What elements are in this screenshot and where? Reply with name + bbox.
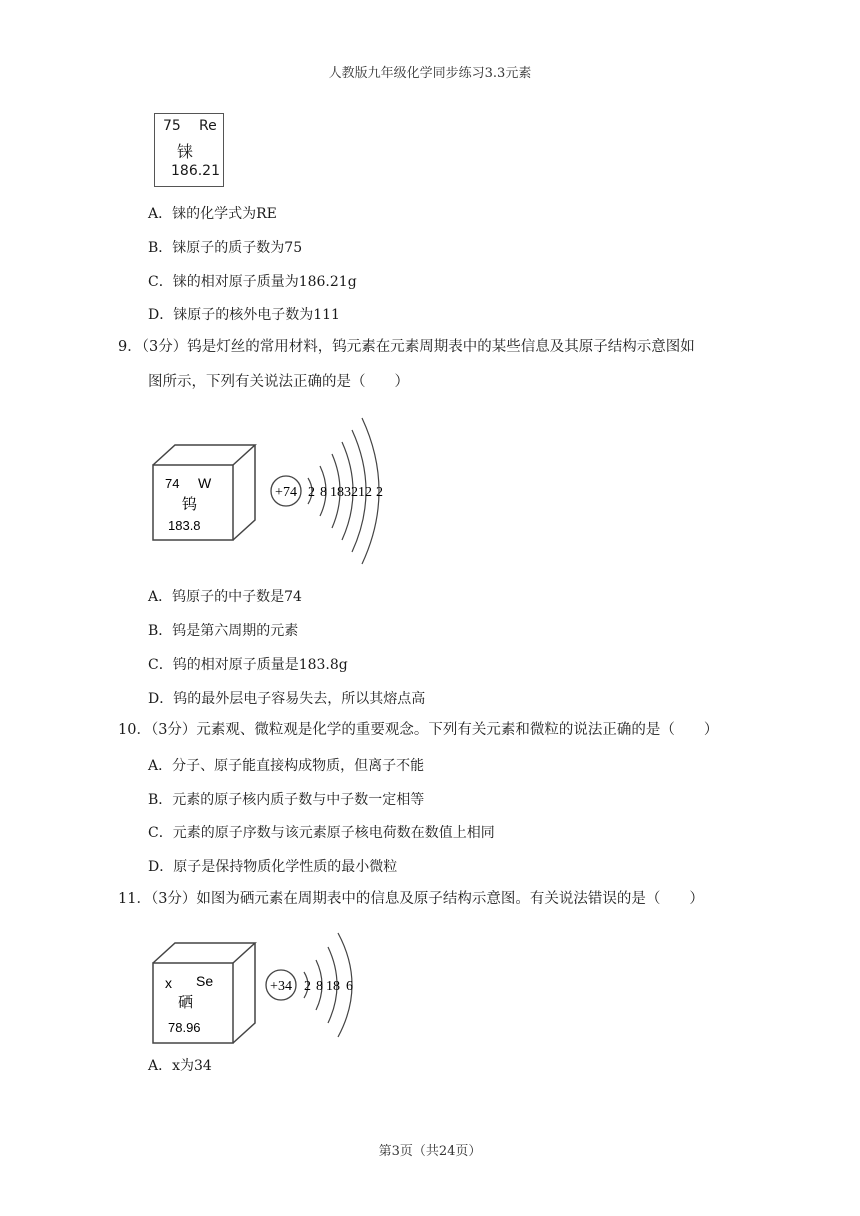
element-name: 钨 <box>182 495 198 513</box>
nucleus-charge: +34 <box>270 979 292 994</box>
q8-option-d: D．铼原子的核外电子数为111 <box>148 307 340 323</box>
tungsten-figure <box>140 408 400 570</box>
shell-4-count: 32 <box>344 485 358 500</box>
element-symbol: Re <box>199 118 217 134</box>
shell-1-count: 2 <box>304 979 311 994</box>
atomic-number: x <box>165 975 172 991</box>
q8-option-c: C．铼的相对原子质量为186.21g <box>148 274 357 290</box>
atomic-mass: 78.96 <box>168 1020 201 1035</box>
rhenium-element-cell <box>154 113 224 187</box>
atomic-mass: 183.8 <box>168 518 201 533</box>
q9-option-b: B．钨是第六周期的元素 <box>148 623 299 639</box>
shell-1-count: 2 <box>308 485 315 500</box>
shell-3-count: 18 <box>326 979 340 994</box>
atomic-number: 75 <box>163 118 181 134</box>
shell-4-count: 6 <box>346 979 353 994</box>
q8-option-a: A．铼的化学式为RE <box>148 206 277 222</box>
q9-stem-line2: 图所示，下列有关说法正确的是（ ） <box>148 374 409 390</box>
q10-option-a: A．分子、原子能直接构成物质，但离子不能 <box>148 758 425 774</box>
atomic-mass: 186.21 <box>171 163 220 179</box>
shell-5-count: 12 <box>358 485 372 500</box>
nucleus-charge: +74 <box>275 485 297 500</box>
q10-option-d: D．原子是保持物质化学性质的最小微粒 <box>148 859 398 875</box>
q11-option-a: A．x为34 <box>148 1058 212 1074</box>
shell-6-count: 2 <box>376 485 383 500</box>
shell-2-count: 8 <box>320 485 327 500</box>
q10-option-b: B．元素的原子核内质子数与中子数一定相等 <box>148 792 425 808</box>
q9-stem-line1: 9．（3分）钨是灯丝的常用材料，钨元素在元素周期表中的某些信息及其原子结构示意图如 <box>118 339 695 355</box>
page-header: 人教版九年级化学同步练习3.3元素 <box>328 66 532 81</box>
q9-option-a: A．钨原子的中子数是74 <box>148 589 302 605</box>
element-name: 硒 <box>178 993 194 1011</box>
q11-stem: 11．（3分）如图为硒元素在周期表中的信息及原子结构示意图。有关说法错误的是（ ） <box>118 891 704 907</box>
selenium-figure <box>140 925 390 1050</box>
atomic-number: 74 <box>165 476 180 491</box>
page-footer: 第3页（共24页） <box>378 1144 482 1159</box>
element-name: 铼 <box>177 142 194 161</box>
element-symbol: Se <box>196 973 214 989</box>
q10-stem: 10．（3分）元素观、微粒观是化学的重要观念。下列有关元素和微粒的说法正确的是（ ） <box>118 722 719 738</box>
shell-2-count: 8 <box>316 979 323 994</box>
q9-option-c: C．钨的相对原子质量是183.8g <box>148 657 348 673</box>
shell-3-count: 18 <box>330 485 344 500</box>
q9-option-d: D．钨的最外层电子容易失去，所以其熔点高 <box>148 691 426 707</box>
q8-option-b: B．铼原子的质子数为75 <box>148 240 303 256</box>
element-symbol: W <box>198 475 212 491</box>
q10-option-c: C．元素的原子序数与该元素原子核电荷数在数值上相同 <box>148 825 495 841</box>
